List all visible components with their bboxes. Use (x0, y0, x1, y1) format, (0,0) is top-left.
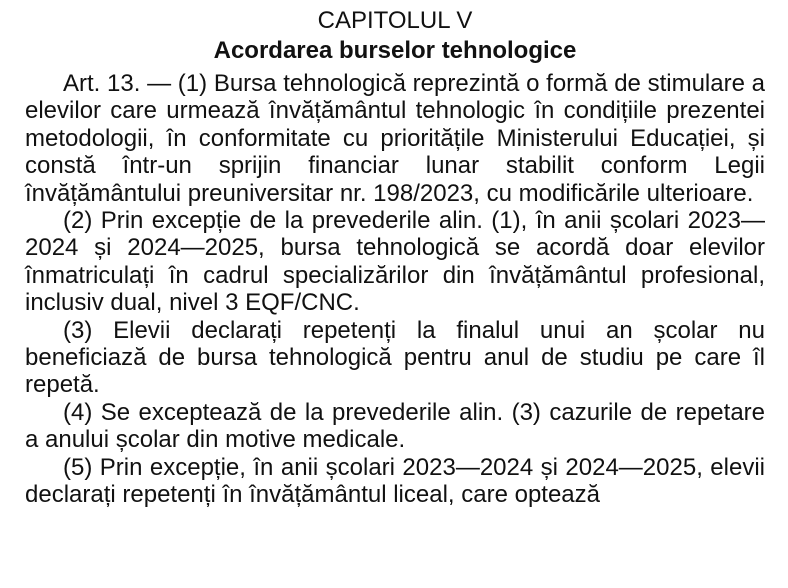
article-13-paragraph-3: (3) Elevii declarați repetenți la finalul unui an școlar nu beneficiază de bursa tehnologică pentru anul de studiu pe care îl repetă. (25, 316, 765, 399)
chapter-title: Acordarea burselor tehnologice (213, 37, 577, 64)
article-13-paragraph-4: (4) Se exceptează de la prevederile alin. (3) cazurile de repetare a anului școlar din motive medicale. (25, 398, 765, 454)
chapter-label: CAPITOLUL V (317, 7, 473, 34)
document-page (25, 6, 765, 509)
article-13-paragraph-1: Art. 13. — (1) Bursa tehnologică reprezintă o formă de stimulare a elevilor care urmează învățământul tehnologic în condițiile prezentei metodologii, în conformitate cu prioritățile Ministerului Educației, și constă într-un sprijin financiar lunar stabilit conform Legii învățământului preuniversitar nr. 198/2023, cu modificările ulterioare. (25, 70, 765, 207)
article-13-paragraph-2: (2) Prin excepție de la prevederile alin. (1), în anii școlari 2023—2024 și 2024—2025, bursa tehnologică se acordă doar elevilor înmatriculați în cadrul specializărilor din învățământul profesional, inclusiv dual, nivel 3 EQF/CNC. (25, 207, 765, 317)
article-13-paragraph-5: (5) Prin excepție, în anii școlari 2023—2024 și 2024—2025, elevii declarați repetenți în învățământul liceal, care optează (25, 453, 765, 509)
